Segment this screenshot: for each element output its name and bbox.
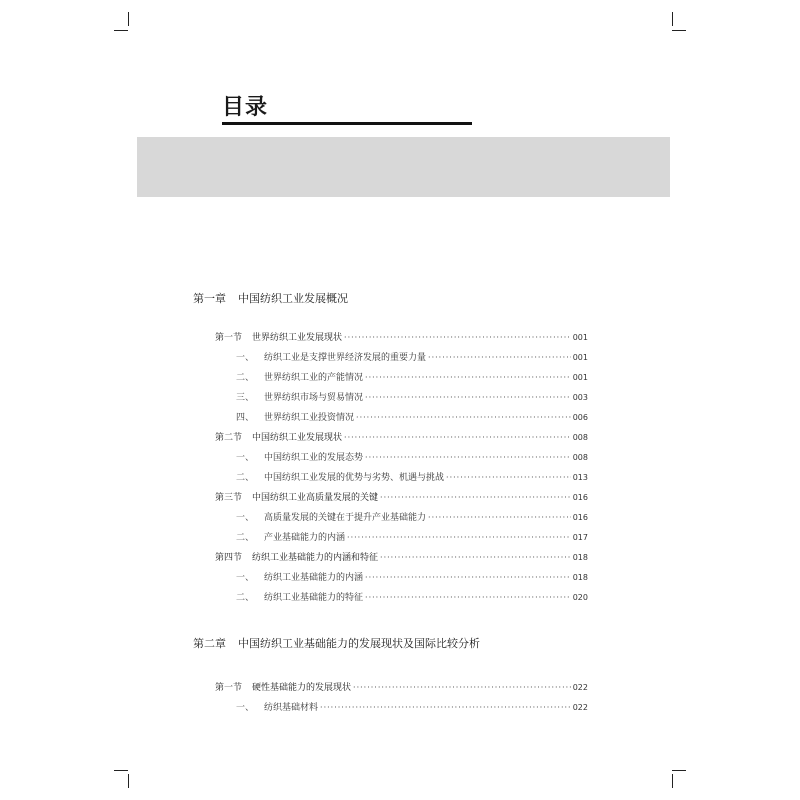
entry-title: 世界纺织工业投资情况 [264, 413, 355, 423]
toc-entry-subsection[interactable] [236, 570, 588, 583]
toc-entry-subsection[interactable] [236, 450, 588, 463]
entry-number: 第三节 [215, 493, 243, 503]
entry-title: 纺织工业是支撑世界经济发展的重要力量 [264, 353, 427, 363]
entry-number: 一、 [236, 513, 255, 523]
dot-leader [344, 333, 571, 342]
entry-title: 世界纺织工业的产能情况 [264, 373, 364, 383]
entry-number: 二、 [236, 533, 255, 543]
entry-number: 一、 [236, 703, 255, 713]
dot-leader [347, 533, 571, 542]
page-number: 001 [572, 373, 588, 382]
entry-title: 纺织基础材料 [264, 703, 319, 713]
page-number: 016 [572, 493, 588, 502]
dot-leader [380, 493, 571, 502]
entry-title: 中国纺织工业发展的优势与劣势、机遇与挑战 [264, 473, 445, 483]
page-number: 017 [572, 533, 588, 542]
entry-number: 二、 [236, 373, 255, 383]
dot-leader [353, 683, 571, 692]
page-number: 008 [572, 453, 588, 462]
toc-entry-subsection[interactable] [236, 350, 588, 363]
chapter-number: 第一章 [193, 292, 226, 305]
dot-leader [428, 353, 571, 362]
page-number: 018 [572, 553, 588, 562]
dot-leader [380, 553, 571, 562]
dot-leader [320, 703, 571, 712]
toc-entry-subsection[interactable] [236, 390, 588, 403]
page-number: 001 [572, 353, 588, 362]
page-number: 022 [572, 703, 588, 712]
entry-title: 世界纺织工业发展现状 [252, 333, 343, 343]
page-number: 006 [572, 413, 588, 422]
entry-title: 中国纺织工业发展现状 [252, 433, 343, 443]
entry-number: 第一节 [215, 683, 243, 693]
toc-entry-section[interactable] [215, 680, 588, 693]
dot-leader [365, 573, 571, 582]
toc-entry-subsection[interactable] [236, 510, 588, 523]
entry-number: 一、 [236, 573, 255, 583]
page-number: 018 [572, 573, 588, 582]
entry-title: 纺织工业基础能力的特征 [264, 593, 364, 603]
entry-title: 纺织工业基础能力的内涵 [264, 573, 364, 583]
entry-number: 第二节 [215, 433, 243, 443]
entry-title: 中国纺织工业高质量发展的关键 [252, 493, 379, 503]
entry-title: 纺织工业基础能力的内涵和特征 [252, 553, 379, 563]
toc-entry-subsection[interactable] [236, 700, 588, 713]
entry-number: 第四节 [215, 553, 243, 563]
toc-entry-section[interactable] [215, 490, 588, 503]
dot-leader [365, 593, 571, 602]
toc-entry-subsection[interactable] [236, 410, 588, 423]
entry-number: 四、 [236, 413, 255, 423]
page-number: 022 [572, 683, 588, 692]
toc-entry-section[interactable] [215, 550, 588, 563]
chapter-heading[interactable] [193, 635, 480, 651]
entry-number: 二、 [236, 593, 255, 603]
page-number: 020 [572, 593, 588, 602]
chapter-number: 第二章 [193, 637, 226, 650]
toc-entry-subsection[interactable] [236, 470, 588, 483]
toc-entry-section[interactable] [215, 330, 588, 343]
chapter-title: 中国纺织工业基础能力的发展现状及国际比较分析 [238, 637, 480, 650]
entry-title: 中国纺织工业的发展态势 [264, 453, 364, 463]
entry-title: 硬性基础能力的发展现状 [252, 683, 352, 693]
dot-leader [365, 373, 571, 382]
chapter-title: 中国纺织工业发展概况 [238, 292, 348, 305]
dot-leader [365, 453, 571, 462]
page-number: 016 [572, 513, 588, 522]
toc-entry-subsection[interactable] [236, 530, 588, 543]
toc-entry-subsection[interactable] [236, 590, 588, 603]
page-title: 目录 [222, 95, 269, 120]
dot-leader [365, 393, 571, 402]
chapter-heading[interactable] [193, 290, 348, 306]
toc-entry-section[interactable] [215, 430, 588, 443]
entry-number: 一、 [236, 453, 255, 463]
entry-title: 高质量发展的关键在于提升产业基础能力 [264, 513, 427, 523]
entry-number: 一、 [236, 353, 255, 363]
entry-number: 二、 [236, 473, 255, 483]
page-number: 001 [572, 333, 588, 342]
entry-number: 第一节 [215, 333, 243, 343]
dot-leader [356, 413, 571, 422]
entry-number: 三、 [236, 393, 255, 403]
dot-leader [446, 473, 571, 482]
entry-title: 世界纺织市场与贸易情况 [264, 393, 364, 403]
dot-leader [344, 433, 571, 442]
dot-leader [428, 513, 571, 522]
toc-entry-subsection[interactable] [236, 370, 588, 383]
page-number: 008 [572, 433, 588, 442]
page-number: 013 [572, 473, 588, 482]
page-number: 003 [572, 393, 588, 402]
entry-title: 产业基础能力的内涵 [264, 533, 346, 543]
